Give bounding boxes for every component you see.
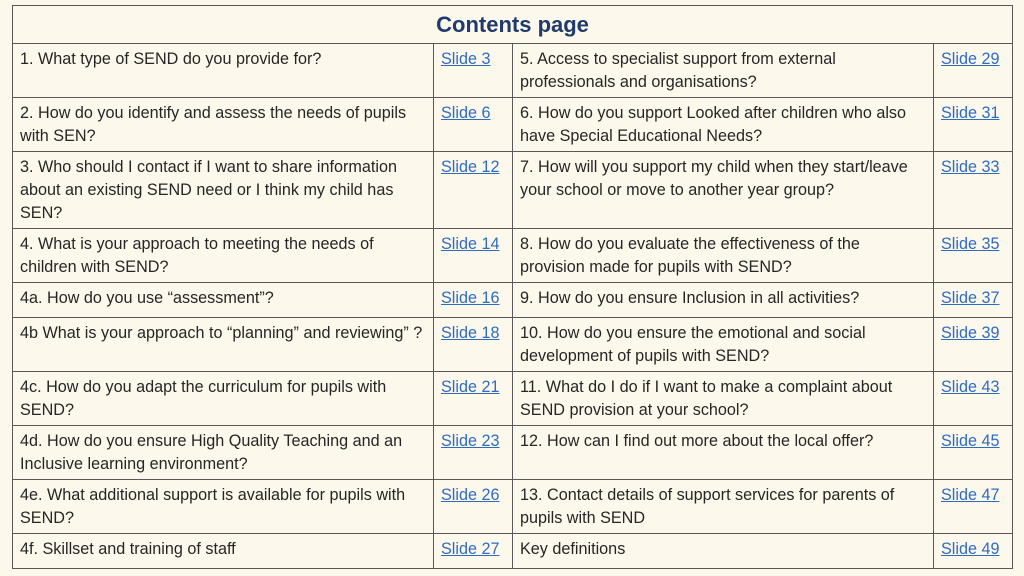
slide-link[interactable]: Slide 23 bbox=[441, 432, 500, 450]
slide-link[interactable]: Slide 21 bbox=[441, 378, 500, 396]
topic-cell: 8. How do you evaluate the effectiveness of the provision made for pupils with SEND? bbox=[513, 229, 934, 283]
slide-link-cell bbox=[934, 152, 1013, 229]
slide-link-cell bbox=[434, 426, 513, 480]
slide-link-cell bbox=[434, 372, 513, 426]
slide-link[interactable]: Slide 27 bbox=[441, 540, 500, 558]
table-row bbox=[13, 44, 1013, 98]
slide-link-cell bbox=[434, 318, 513, 372]
topic-cell: 4d. How do you ensure High Quality Teaching and an Inclusive learning environment? bbox=[13, 426, 434, 480]
topic-cell: 2. How do you identify and assess the needs of pupils with SEN? bbox=[13, 98, 434, 152]
slide-link[interactable]: Slide 39 bbox=[941, 324, 1000, 342]
slide-link[interactable]: Slide 43 bbox=[941, 378, 1000, 396]
slide-link[interactable]: Slide 14 bbox=[441, 235, 500, 253]
slide-link[interactable]: Slide 29 bbox=[941, 50, 1000, 68]
topic-cell: 10. How do you ensure the emotional and social development of pupils with SEND? bbox=[513, 318, 934, 372]
topic-cell: 4b What is your approach to “planning” and reviewing” ? bbox=[13, 318, 434, 372]
topic-cell: 7. How will you support my child when they start/leave your school or move to another year group? bbox=[513, 152, 934, 229]
topic-cell: 1. What type of SEND do you provide for? bbox=[13, 44, 434, 98]
slide-link-cell bbox=[934, 44, 1013, 98]
page-title: Contents page bbox=[13, 6, 1013, 44]
slide-link-cell bbox=[434, 229, 513, 283]
table-row bbox=[13, 229, 1013, 283]
slide-link[interactable]: Slide 45 bbox=[941, 432, 1000, 450]
slide-link-cell bbox=[434, 283, 513, 318]
slide-link[interactable]: Slide 18 bbox=[441, 324, 500, 342]
slide-link-cell bbox=[934, 372, 1013, 426]
slide-link-cell bbox=[934, 229, 1013, 283]
slide-link-cell bbox=[434, 44, 513, 98]
table-row bbox=[13, 152, 1013, 229]
slide-link[interactable]: Slide 49 bbox=[941, 540, 1000, 558]
table-row bbox=[13, 283, 1013, 318]
slide-link-cell bbox=[434, 480, 513, 534]
title-row bbox=[13, 6, 1013, 44]
topic-cell: 4. What is your approach to meeting the needs of children with SEND? bbox=[13, 229, 434, 283]
slide-link[interactable]: Slide 12 bbox=[441, 158, 500, 176]
slide-link-cell bbox=[934, 283, 1013, 318]
table-row bbox=[13, 426, 1013, 480]
slide-link[interactable]: Slide 47 bbox=[941, 486, 1000, 504]
topic-cell: 13. Contact details of support services for parents of pupils with SEND bbox=[513, 480, 934, 534]
slide-link-cell bbox=[934, 480, 1013, 534]
contents-table bbox=[12, 5, 1013, 569]
slide-link-cell bbox=[934, 426, 1013, 480]
slide-link[interactable]: Slide 31 bbox=[941, 104, 1000, 122]
topic-cell: 3. Who should I contact if I want to share information about an existing SEND need or I think my child has SEN? bbox=[13, 152, 434, 229]
slide-link[interactable]: Slide 35 bbox=[941, 235, 1000, 253]
slide-link[interactable]: Slide 3 bbox=[441, 50, 491, 68]
slide-link-cell bbox=[434, 534, 513, 569]
topic-cell: 12. How can I find out more about the local offer? bbox=[513, 426, 934, 480]
slide-link-cell bbox=[434, 152, 513, 229]
slide-link[interactable]: Slide 26 bbox=[441, 486, 500, 504]
topic-cell: 4f. Skillset and training of staff bbox=[13, 534, 434, 569]
topic-cell: 11. What do I do if I want to make a complaint about SEND provision at your school? bbox=[513, 372, 934, 426]
slide-link-cell bbox=[934, 318, 1013, 372]
slide-link[interactable]: Slide 37 bbox=[941, 289, 1000, 307]
slide-link-cell bbox=[934, 534, 1013, 569]
topic-cell: 4a. How do you use “assessment”? bbox=[13, 283, 434, 318]
table-row bbox=[13, 98, 1013, 152]
slide-link[interactable]: Slide 16 bbox=[441, 289, 500, 307]
topic-cell: 4c. How do you adapt the curriculum for pupils with SEND? bbox=[13, 372, 434, 426]
table-row bbox=[13, 534, 1013, 569]
topic-cell: 4e. What additional support is available for pupils with SEND? bbox=[13, 480, 434, 534]
slide-link-cell bbox=[934, 98, 1013, 152]
slide-link[interactable]: Slide 6 bbox=[441, 104, 491, 122]
topic-cell: 5. Access to specialist support from external professionals and organisations? bbox=[513, 44, 934, 98]
table-row bbox=[13, 372, 1013, 426]
topic-cell: 9. How do you ensure Inclusion in all activities? bbox=[513, 283, 934, 318]
slide-link[interactable]: Slide 33 bbox=[941, 158, 1000, 176]
slide-link-cell bbox=[434, 98, 513, 152]
table-row bbox=[13, 318, 1013, 372]
table-row bbox=[13, 480, 1013, 534]
topic-cell: Key definitions bbox=[513, 534, 934, 569]
topic-cell: 6. How do you support Looked after children who also have Special Educational Needs? bbox=[513, 98, 934, 152]
